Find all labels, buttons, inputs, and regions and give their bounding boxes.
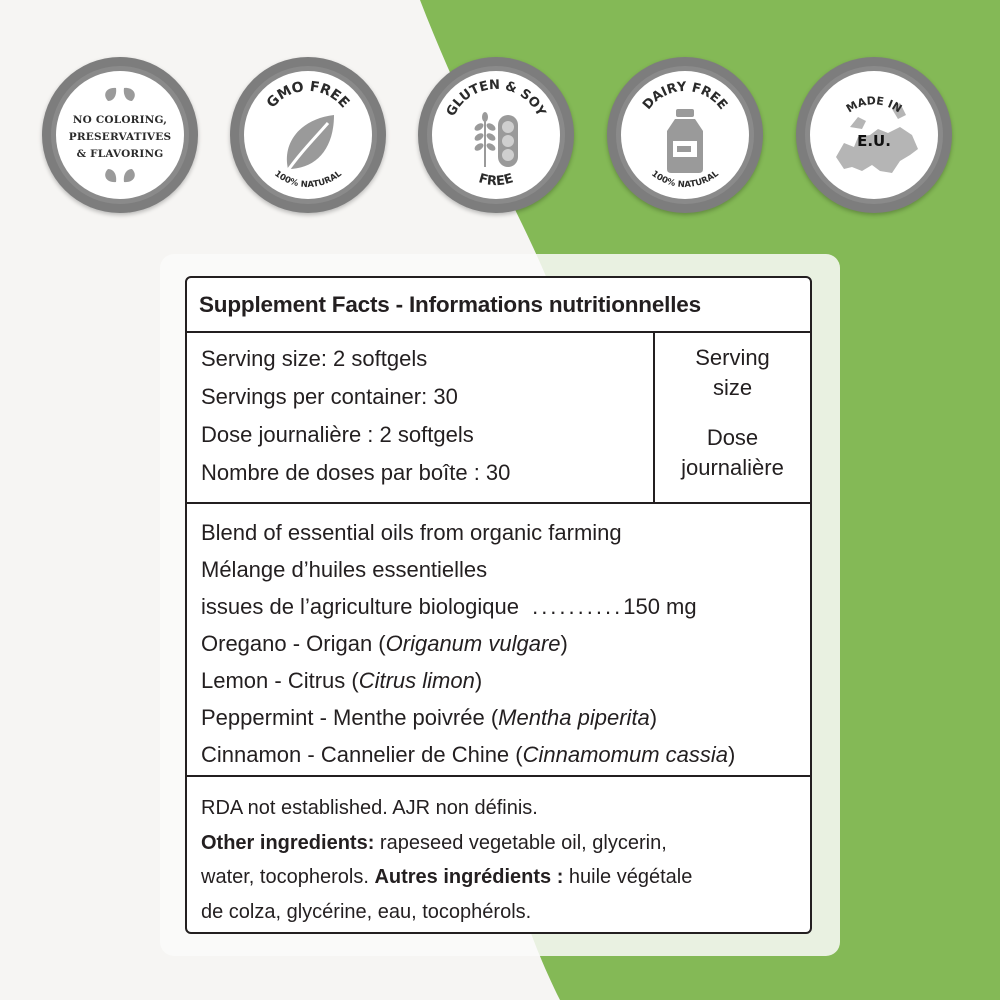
autres-ingredients-label: Autres ingrédients : [374, 866, 564, 888]
serving-section [187, 333, 810, 504]
eu-label: E.U. [857, 132, 891, 150]
ingredient-row [201, 662, 810, 699]
autres-ingredients-text-1: huile végétale [563, 866, 693, 888]
milk-bottle-icon [667, 109, 703, 173]
other-ingredients-label: Other ingredients: [201, 831, 375, 854]
natural-label: 100% NATURAL [272, 168, 344, 191]
svg-text:DAIRY FREE [640, 80, 730, 113]
ingredient-close: ) [560, 631, 568, 656]
other-ingredients-row-1 [201, 826, 810, 861]
other-ingredients-text-2: water, tocopherols. [201, 866, 375, 888]
ingredient-latin: Citrus limon [358, 668, 475, 693]
doses-per-box: Nombre de doses par boîte : 30 [201, 460, 511, 485]
blend-name-fr-2: issues de l’agriculture biologique [201, 594, 519, 619]
serving-header-en-2: size [712, 375, 753, 400]
ingredient-name: Lemon - Citrus ( [201, 668, 359, 693]
svg-text:FREE [477, 171, 515, 189]
blend-amount: 150 mg [623, 594, 697, 619]
made-in-label: MADE IN [843, 94, 905, 116]
ingredient-row [201, 699, 810, 736]
gluten-soy-free-badge [418, 57, 574, 213]
other-ingredients-text-1: rapeseed vegetable oil, glycerin, [374, 831, 667, 854]
ingredient-close: ) [649, 705, 658, 730]
serving-size: Serving size: 2 softgels [201, 346, 428, 371]
notes-section [187, 777, 810, 929]
ingredient-close: ) [474, 668, 483, 693]
dairy-free-label: DAIRY FREE [640, 79, 731, 113]
supplement-facts-table [185, 276, 812, 934]
blend-amount-row [201, 588, 810, 625]
serving-info [187, 333, 655, 502]
ingredient-row [201, 736, 810, 773]
ingredient-close: ) [728, 742, 736, 767]
gmo-free-label: GMO FREE [263, 78, 353, 112]
made-in-eu-badge [796, 57, 952, 213]
serving-header-en-1: Serving [695, 345, 770, 370]
gmo-free-badge [230, 57, 386, 213]
no-additives-badge [42, 57, 198, 213]
rda-note: RDA not established. AJR non définis. [201, 797, 538, 819]
facts-title: Supplement Facts - Informations nutritionnelles [187, 278, 810, 333]
badge-line-1: NO COLORING, [72, 114, 168, 126]
serving-header [655, 333, 810, 502]
leaf-icon [286, 115, 334, 173]
free-label: FREE [476, 171, 516, 190]
natural-label: 100% NATURAL [649, 168, 721, 191]
wheat-soy-icon [473, 112, 518, 167]
ingredient-row [201, 625, 810, 662]
other-ingredients-row-2 [201, 860, 810, 895]
svg-text:GLUTEN & SOY [444, 78, 549, 120]
autres-ingredients-row-2: de colza, glycérine, eau, tocophérols. [201, 900, 532, 923]
servings-per-container: Servings per container: 30 [201, 384, 458, 409]
badge-line-2: PRESERVATIVES [68, 131, 172, 143]
blend-name-en: Blend of essential oils from organic farming [201, 520, 622, 545]
svg-text:GMO FREE [264, 79, 352, 111]
blend-name-fr-1: Mélange d’huiles essentielles [201, 557, 488, 582]
serving-header-fr-1: Dose [706, 425, 759, 450]
ingredient-name: Cinnamon - Cannelier de Chine ( [201, 742, 523, 767]
badge-line-3: & FLAVORING [76, 148, 164, 160]
dairy-free-badge [607, 57, 763, 213]
gluten-soy-label: GLUTEN & SOY [443, 77, 549, 119]
serving-header-fr-2: journalière [681, 455, 784, 480]
svg-text:MADE IN [844, 94, 904, 115]
ingredient-name: Peppermint - Menthe poivrée ( [201, 705, 499, 730]
blend-dots: .......... [522, 594, 624, 619]
ingredient-latin: Origanum vulgare [385, 631, 561, 656]
ingredient-name: Oregano - Origan ( [201, 631, 386, 656]
svg-text:100% NATURAL [272, 169, 344, 190]
ingredient-latin: Mentha piperita [498, 705, 650, 730]
ingredient-latin: Cinnamomum cassia [522, 742, 729, 767]
dose-journaliere: Dose journalière : 2 softgels [201, 422, 474, 447]
blend-section [187, 504, 810, 777]
